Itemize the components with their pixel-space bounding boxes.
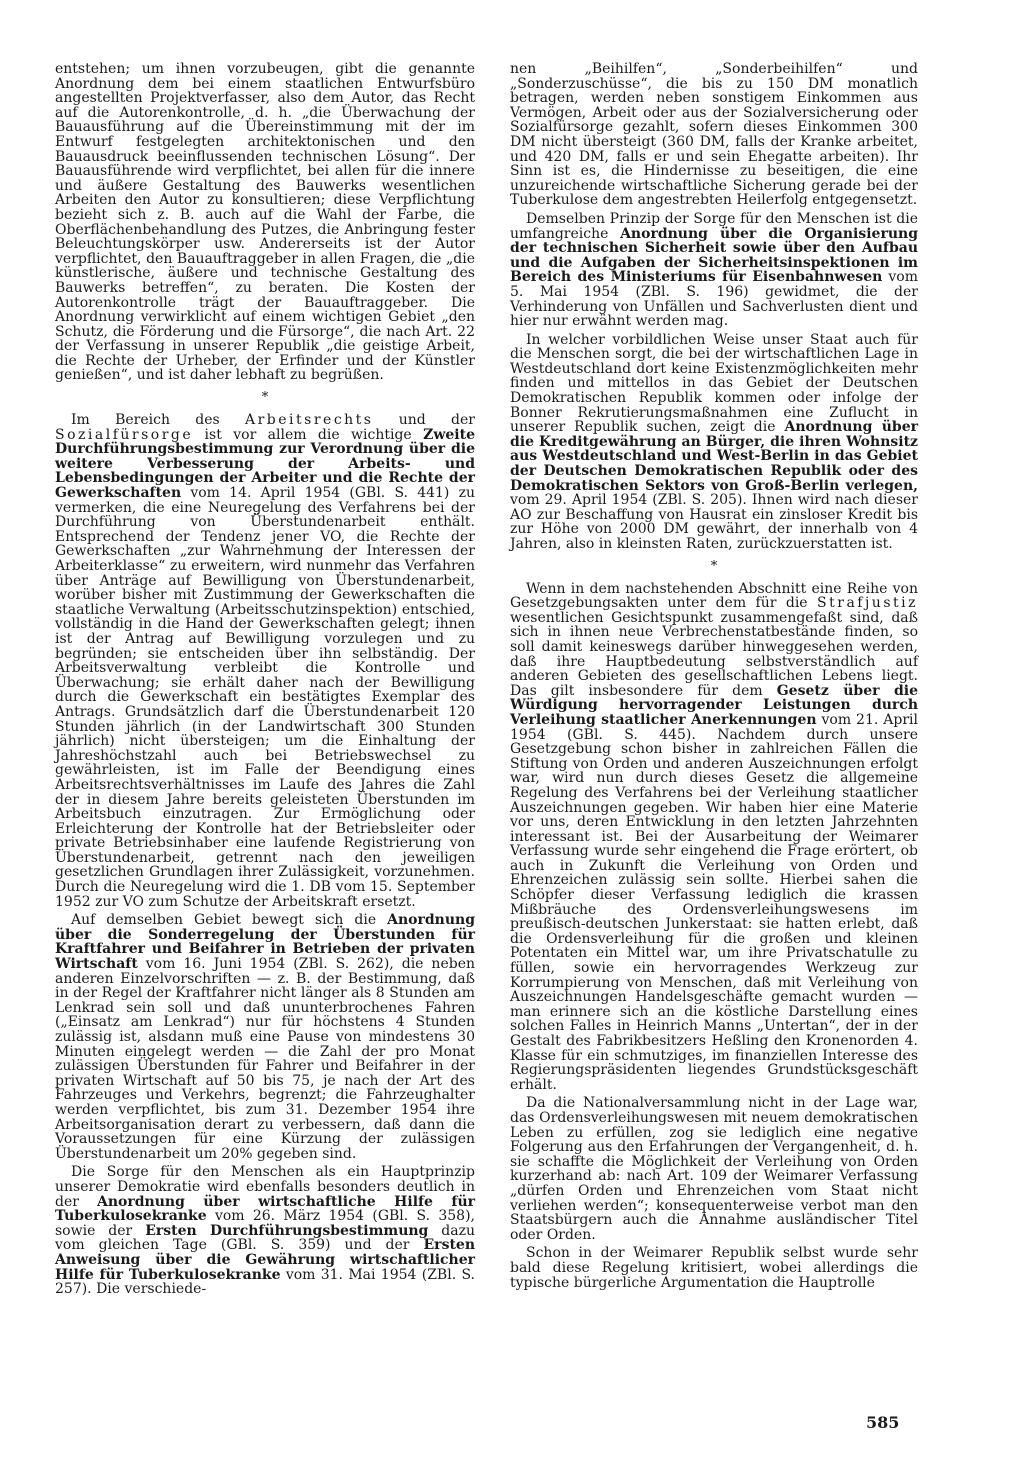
paragraph-beihilfen: nen „Beihilfen“, „Sonderbeihilfen“ und „Sonderzuschüsse“, die bis zu 150 DM monatlich betragen, werden neben sonstigem Einkommen aus Vermögen, Arbeit oder aus der Sozialversicherung oder Sozialfürsorge gezahlt, sofern dieses Einkommen 300 DM nicht übersteigt (360 DM, falls der Kranke arbeitet, und 420 DM, falls er und sein Ehegatte arbeiten). Ihr Sinn ist es, die Hindernisse zu beseitigen, die eine unzureichende wirtschaftliche Sicherung gerade bei der Tuberkulose dem angestrebten Heilerfolg entgegensetzt. (510, 61, 918, 209)
paragraph-sicherheit: Demselben Prinzip der Sorge für den Menschen ist die umfangreiche Anordnung über die Organisierung der technischen Sicherheit sowie über den Aufbau und die Aufgaben der Sicherheitsinspektionen im Bereich des Ministeriums für Eisenbahnwesen vom 5. Mai 1954 (ZBl. S. 196) gewidmet, die der Verhinderung von Unfällen und Sachverlusten dient und hier nur erwähnt werden mag. (510, 210, 918, 330)
paragraph-strafjustiz: Wenn in dem nachstehenden Abschnitt eine Reihe von Gesetzgebungsakten unter dem für die Strafjustiz wesentlichen Gesichtspunkt zusammengefaßt sind, daß sich in ihnen neue Verbrechenstatbestände finden, so soll damit keineswegs darüber hinweggesehen werden, daß ihre Hauptbedeutung selbstverständlich auf anderen Gebieten des gesellschaftlichen Lebens liegt. Das gilt insbesondere für dem Gesetz über die Würdigung hervorragender Leistungen durch Verleihung staatlicher Anerkennungen vom 21. April 1954 (GBl. S. 445). Nachdem durch unsere Gesetzgebung schon bisher in zahlreichen Fällen die Stiftung von Orden und anderen Auszeichnungen erfolgt war, wird nun durch dieses Gesetz die allgemeine Regelung des Verfahrens bei der Verleihung staatlicher Auszeichnungen gegeben. Wir haben hier eine Materie vor uns, deren Entwicklung in den letzten Jahrzehnten interessant ist. Bei der Ausarbeitung der Weimarer Verfassung wurde sehr eingehend die Frage erörtert, ob auch in Zukunft die Verleihung von Orden und Ehrenzeichen zulässig sein sollte. Hierbei sahen die Schöpfer dieser Verfassung lediglich die krassen Mißbräuche des Ordensverleihungswesens im preußisch-deutschen Junkerstaat: sie hatten erlebt, daß die Ordensverleihung für die großen und kleinen Potentaten ein Mittel war, um ihre Privatschatulle zu füllen, sowie ein hervorragendes Werkzeug zur Korrumpierung von Menschen, daß mit Verleihung von Auszeichnungen Handelsgeschäfte gemacht wurden — man erinnere sich an die köstliche Darstellung eines solchen Falles in Heinrich Manns „Untertan“, der in der Gestalt des Fabrikbesitzers Heßling den Kronenorden 4. Klasse für ein schmutziges, im finanziellen Interesse des Regierungspräsidenten liegendes Grundstücksgeschäft erhält. (510, 580, 918, 1093)
left-column (55, 62, 475, 1301)
paragraph-weimarer-republik: Schon in der Weimarer Republik selbst wurde sehr bald diese Regelung kritisiert, wobei allerdings die typische bürgerliche Argumentation die Hauptrolle (510, 1245, 918, 1291)
section-divider-star: * (261, 390, 269, 406)
paragraph-arbeitsrecht: Im Bereich des Arbeitsrechts und der Sozialfürsorge ist vor allem die wichtige Zweite Durchführungsbestimmung zur Verordnung über die weitere Verbesserung der Arbeits- und Lebensbedingungen der Arbeiter und die Rechte der Gewerkschaften vom 14. April 1954 (GBl. S. 441) zu vermerken, die eine Neuregelung des Verfahrens bei der Durchführung von Überstundenarbeit enthält. Entsprechend der Tendenz jener VO, die Rechte der Gewerkschaften „zur Wahrnehmung der Interessen der Arbeiterklasse“ zu erweitern, wird nunmehr das Verfahren über Anträge auf Bewilligung von Überstundenarbeit, worüber bisher mit Zustimmung der Gewerkschaften die staatliche Verwaltung (Arbeitsschutzinspektion) entschied, vollständig in die Hand der Gewerkschaften gelegt; ihnen ist der Antrag auf Bewilligung vorzulegen und zu begründen; sie entscheiden über ihn selbständig. Der Arbeitsverwaltung verbleibt die Kontrolle und Überwachung; sie erhält daher nach der Bewilligung durch die Gewerkschaft ein bestätigtes Exemplar des Antrags. Grundsätzlich darf die Überstundenarbeit 120 Stunden jährlich (in der Landwirtschaft 300 Stunden jährlich) nicht übersteigen; um die Einhaltung der Jahreshöchstzahl auch bei Betriebswechsel zu gewährleisten, ist im Falle der Beendigung eines Arbeitsrechtsverhältnisses im Laufe des Jahres die Zahl der in diesem Jahre bereits geleisteten Überstunden im Arbeitsbuch einzutragen. Zur Ermöglichung oder Erleichterung der Kontrolle hat der Betriebsleiter oder private Betriebsinhaber eine laufende Registrierung von Überstundenarbeit, getrennt nach den jeweiligen gesetzlichen Grundlagen ihrer Zulässigkeit, vorzunehmen. Durch die Neuregelung wird die 1. DB vom 15. September 1952 zur VO zum Schutze der Arbeitskraft ersetzt. (55, 412, 475, 910)
section-divider-star: * (710, 558, 718, 574)
paragraph-nationalversammlung: Da die Nationalversammlung nicht in der Lage war, das Ordensverleihungswesen mit neuem demokratischen Leben zu erfüllen, zog sie lediglich eine negative Folgerung aus den Erfahrungen der Vergangenheit, d. h. sie schaffte die Möglichkeit der Verleihung von Orden kurzerhand ab: nach Art. 109 der Weimarer Verfassung „dürfen Orden und Ehrenzeichen vom Staat nicht verliehen werden“; konsequenterweise verbot man den Staatsbürgern auch die Annahme ausländischer Titel oder Orden. (510, 1095, 918, 1243)
page-number: 585 (866, 1413, 900, 1432)
paragraph-kraftfahrer: Auf demselben Gebiet bewegt sich die Anordnung über die Sonderregelung der Überstunden für Kraftfahrer und Beifahrer in Betrieben der privaten Wirtschaft vom 16. Juni 1954 (ZBl. S. 262), die neben anderen Einzelvorschriften — z. B. der Bestimmung, daß in der Regel der Kraftfahrer nicht länger als 8 Stunden am Lenkrad sein soll und daß ununterbrochenes Fahren („Einsatz am Lenkrad“) nur für höchstens 4 Stunden zulässig ist, alsdann muß eine Pause von mindestens 30 Minuten eingelegt werden — die Zahl der pro Monat zulässigen Überstunden für Fahrer und Beifahrer in der privaten Wirtschaft auf 50 bis 75, je nach der Art des Fahrzeuges und Verkehrs, begrenzt; die Fahrzeughalter werden verpflichtet, bis zum 31. Dezember 1954 ihre Arbeitsorganisation derart zu verbessern, daß dann die Voraussetzungen für eine Kürzung der zulässigen Überstundenarbeit um 20% gegeben sind. (55, 912, 475, 1162)
paragraph-kreditgewaehrung: In welcher vorbildlichen Weise unser Staat auch für die Menschen sorgt, die bei der wirtschaftlichen Lage in Westdeutschland dort keine Existenzmöglichkeiten mehr finden und mittellos in das Gebiet der Deutschen Demokratischen Republik kommen oder infolge der Bonner Rekrutierungsmaßnahmen eine Zuflucht in unserer Republik suchen, zeigt die Anordnung über die Kreditgewährung an Bürger, die ihren Wohnsitz aus Westdeutschland und West-Berlin in das Gebiet der Deutschen Demokratischen Republik oder des Demokratischen Sektors von Groß-Berlin verlegen, vom 29. April 1954 (ZBl. S. 205). Ihnen wird nach dieser AO zur Beschaffung von Hausrat ein zinsloser Kredit bis zur Höhe von 2000 DM gewährt, der innerhalb von 4 Jahren, also in kleinsten Raten, zurückzuerstatten ist. (510, 331, 918, 552)
paragraph-tuberkulose: Die Sorge für den Menschen als ein Hauptprinzip unserer Demokratie wird ebenfalls besonders deutlich in der Anordnung über wirtschaftliche Hilfe für Tuberkulosekranke vom 26. März 1954 (GBl. S. 358), sowie der Ersten Durchführungsbestimmung dazu vom gleichen Tage (GBl. S. 359) und der Ersten Anweisung über die Gewährung wirtschaftlicher Hilfe für Tuberkulosekranke vom 31. Mai 1954 (ZBl. S. 257). Die verschiede- (55, 1164, 476, 1298)
paragraph-autorenkontrolle: entstehen; um ihnen vorzubeugen, gibt die genannte Anordnung dem bei einem staatlichen Entwurfsbüro angestellten Projektverfasser, also dem Autor, das Recht auf die Autorenkontrolle, d. h. „die Überwachung der Bauausführung auf die Übereinstimmung mit der im Entwurf festgelegten architektonischen und den Bauausdruck beeinflussenden technischen Lösung“. Der Bauausführende wird verpflichtet, bei allen für die innere und äußere Gestaltung des Bauwerks wesentlichen Arbeiten den Autor zu konsultieren; diese Verpflichtung bezieht sich z. B. auch auf die Wahl der Farbe, die Oberflächenbehandlung des Putzes, die Anbringung fester Beleuchtungskörper usw. Andererseits ist der Autor verpflichtet, den Bauauftraggeber in allen Fragen, die „die künstlerische, äußere und technische Gestaltung des Bauwerks betreffen“, zu beraten. Die Kosten der Autorenkontrolle trägt der Bauauftraggeber. Die Anordnung verwirklicht auf einem wichtigen Gebiet „den Schutz, die Förderung und die Fürsorge“, die nach Art. 22 der Verfassung in unserer Republik „die geistige Arbeit, die Rechte der Urheber, der Erfinder und der Künstler genießen“, und ist daher lebhaft zu begrüßen. (55, 61, 475, 384)
right-column (510, 62, 918, 1294)
